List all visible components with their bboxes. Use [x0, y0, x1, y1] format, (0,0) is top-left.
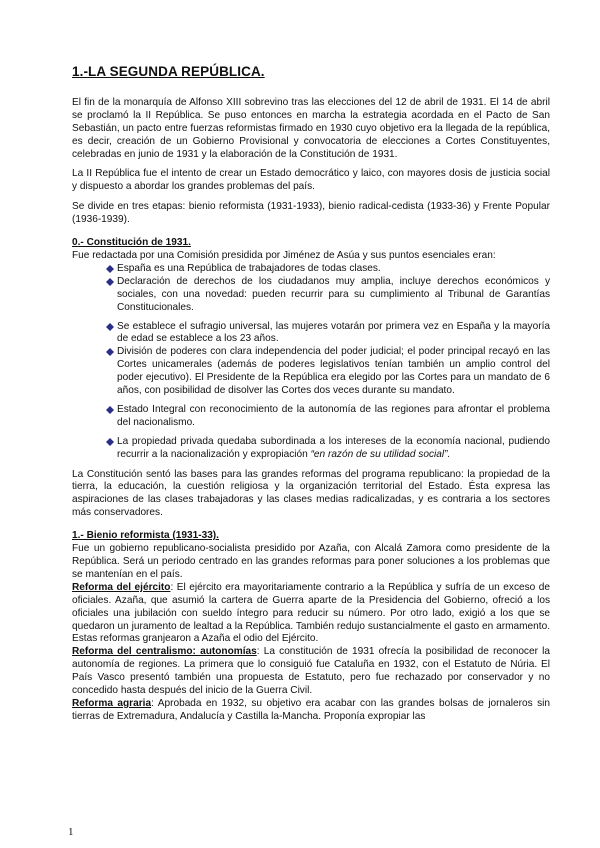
reform-agrarian: Reforma agraria: Aprobada en 1932, su objetivo era acabar con las grandes bolsas de jornaleros sin tierras de Extremadura, Andalucía y Castilla la-Mancha. Proponía expropiar las	[72, 697, 550, 722]
list-item: Declaración de derechos de los ciudadanos muy amplia, incluye derechos económicos y sociales, con una novedad: pueden recurrir para su cumplimiento al Tribunal de Garantías Constitucionales.	[106, 276, 550, 315]
diamond-bullet-icon	[106, 278, 114, 286]
diamond-bullet-icon	[106, 323, 114, 331]
intro-paragraph-2: La II República fue el intento de crear un Estado democrático y laico, con mayores dosis de justicia social y dispuesto a abordar los grandes problemas del país.	[72, 168, 550, 193]
reform-army: Reforma del ejército: El ejército era mayoritariamente contrario a la República y sufría de un exceso de oficiales. Azaña, que asumió la cartera de Guerra aparte de la Presidencia del Gobierno, ofreció a los oficiales una jubilación con sueldo íntegro para reducir su número. Por otro lado, exigió a los que se quedaron un juramento de lealtad a la República. También redujo sustancialmente el gasto en armamento. Estas reformas granjearon a Azaña el odio del Ejército.	[72, 581, 550, 645]
diamond-bullet-icon	[106, 348, 114, 356]
page-title: 1.-LA SEGUNDA REPÚBLICA.	[72, 64, 265, 79]
intro-paragraph-1: El fin de la monarquía de Alfonso XIII sobrevino tras las elecciones del 12 de abril de 1931. El 14 de abril se proclamó la II República. Se puso entonces en marcha la estrategia acordada en el Pacto de San Sebastián, un pacto entre fuerzas reformistas firmado en 1930 cuyo objetivo era la llegada de la república, es decir, creación de un Gobierno Provisional y convocatoria de elecciones a Cortes Constituyentes, celebradas en junio de 1931 y la elaboración de la Constitución de 1931.	[72, 96, 550, 160]
section-0-heading: 0.- Constitución de 1931.	[72, 237, 191, 249]
list-item: España es una República de trabajadores de todas clases.	[106, 263, 550, 276]
quote-text: “en razón de su utilidad social”.	[310, 448, 451, 460]
constitution-points-list	[72, 263, 550, 462]
reform-label: Reforma del ejército	[72, 581, 171, 593]
reform-centralism: Reforma del centralismo: autonomías: La constitución de 1931 ofrecía la posibilidad de reconocer la autonomía de regiones. La primera que lo consiguió fue Cataluña en 1932, con el Estatuto de Núria. El País Vasco presentó también una propuesta de Estatuto, pero fue rechazado por conservador y no concedido hasta después del inicio de la Guerra Civil.	[72, 646, 550, 697]
section-0-lead: Fue redactada por una Comisión presidida por Jiménez de Asúa y sus puntos esenciales eran:	[72, 249, 496, 261]
list-item: La propiedad privada quedaba subordinada a los intereses de la economía nacional, pudiendo recurrir a la nacionalización y expropiación “en razón de su utilidad social”.	[106, 436, 550, 462]
section-0-closing: La Constitución sentó las bases para las grandes reformas del programa republicano: la propiedad de la tierra, la educación, la cuestión religiosa y la organización territorial del Estado. Ésta expresa las aspiraciones de las clases trabajadoras y las clases medias radicalizadas, y es contraria a los sectores más conservadores.	[72, 468, 550, 519]
section-1-lead: Fue un gobierno republicano-socialista presidido por Azaña, con Alcalá Zamora como presidente de la República. Será un periodo centrado en las grandes reformas para poner soluciones a los problemas que se mantenían en el país.	[72, 543, 550, 580]
diamond-bullet-icon	[106, 265, 114, 273]
reform-label: Reforma agraria	[72, 697, 152, 709]
document-content	[72, 66, 550, 724]
diamond-bullet-icon	[106, 406, 114, 414]
list-item: Se establece el sufragio universal, las mujeres votarán por primera vez en España y la mayoría de edad se establece a los 23 años.	[106, 321, 550, 347]
diamond-bullet-icon	[106, 438, 114, 446]
intro-paragraph-3: Se divide en tres etapas: bienio reformista (1931-1933), bienio radical-cedista (1933-36) y Frente Popular (1936-1939).	[72, 201, 550, 226]
list-item: Estado Integral con reconocimiento de la autonomía de las regiones para afrontar el problema del nacionalismo.	[106, 404, 550, 430]
list-item: División de poderes con clara independencia del poder judicial; el poder principal recayó en las Cortes unicamerales (además de poderes legislativos tenían también un amplio control del poder ejecutivo). El Presidente de la República era elegido por las Cortes para un mandato de 6 años, con posibilidad de disolver las Cortes dos veces durante su mandato.	[106, 346, 550, 398]
page-number: 1	[68, 826, 74, 838]
section-1-heading: 1.- Bienio reformista (1931-33).	[72, 530, 219, 542]
reform-label: Reforma del centralismo: autonomías	[72, 646, 257, 658]
